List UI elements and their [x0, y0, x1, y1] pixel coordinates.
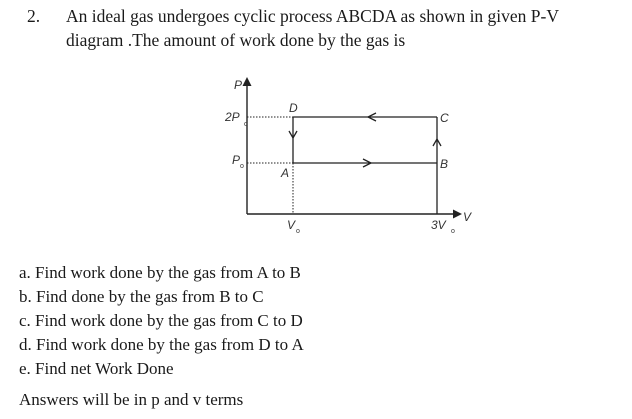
- question-parts: [19, 261, 304, 381]
- label-vo: V: [287, 218, 296, 232]
- label-p-sub: o: [240, 163, 244, 170]
- v-axis-arrow: [453, 210, 462, 219]
- question-text-line-1: An ideal gas undergoes cyclic process ABCDA as shown in given P-V: [66, 6, 560, 26]
- label-p: P: [232, 153, 241, 167]
- point-c-label: C: [440, 111, 449, 125]
- point-d-label: D: [289, 101, 298, 115]
- label-vo-sub: o: [296, 228, 300, 235]
- label-3vo-sub: o: [451, 228, 455, 235]
- answers-note: Answers will be in p and v terms: [19, 390, 244, 409]
- label-2p: 2P: [225, 110, 240, 124]
- question-number: 2.: [27, 6, 41, 26]
- question-text-line-2: diagram .The amount of work done by the gas is: [66, 30, 406, 50]
- label-3vo: 3V: [431, 218, 446, 232]
- part-b: b. Find done by the gas from B to C: [19, 287, 264, 306]
- part-c: c. Find work done by the gas from C to D: [19, 311, 303, 330]
- point-a-label: A: [281, 166, 290, 180]
- axis-p-label: P: [234, 78, 243, 92]
- axis-v-label: V: [463, 210, 472, 224]
- part-a: a. Find work done by the gas from A to B: [19, 263, 301, 282]
- point-b-label: B: [440, 157, 449, 171]
- part-e: e. Find net Work Done: [19, 359, 174, 378]
- label-2p-sub: o: [244, 121, 248, 128]
- p-axis-arrow: [243, 77, 252, 86]
- part-d: d. Find work done by the gas from D to A: [19, 335, 304, 354]
